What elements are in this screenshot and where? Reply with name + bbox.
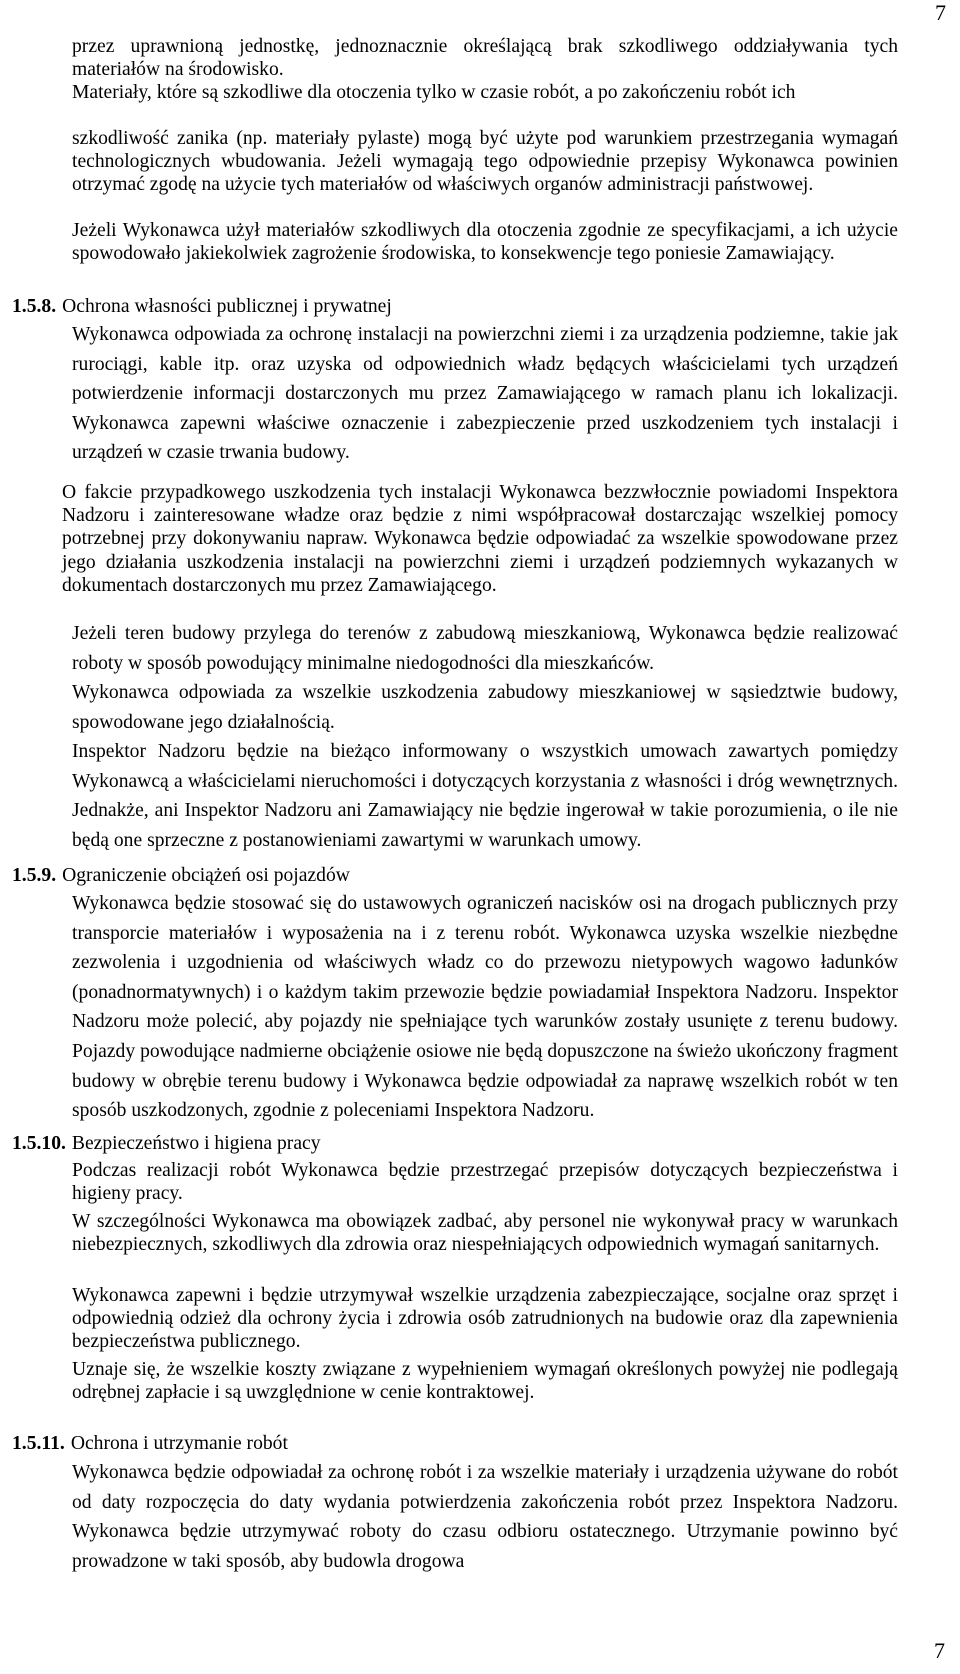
paragraph: Wykonawca odpowiada za ochronę instalacji na powierzchni ziemi i za urządzenia podziemne, takie jak rurociągi, kable itp. oraz uzyska od odpowiednich władz będących właścicielami tych urządzeń potwierdzenie informacji dostarczonych mu przez Zamawiającego w ramach planu ich lokalizacji. Wykonawca zapewni właściwe oznaczenie i zabezpieczenie przed uszkodzeniem tych instalacji i urządzeń w czasie trwania budowy. (72, 324, 898, 464)
section-title: Bezpieczeństwo i higiena pracy (71, 1133, 321, 1154)
intro-paragraph-2a: Materiały, które są szkodliwe dla otoczenia tylko w czasie robót, a po zakończeniu robót ich (72, 82, 796, 103)
intro-paragraph-1: przez uprawnioną jednostkę, jednoznacznie określającą brak szkodliwego oddziaływania tych materiałów na środowisko. (72, 36, 898, 81)
section-heading-1-5-9 (12, 863, 350, 889)
section-number: 1.5.10. (12, 1133, 66, 1154)
paragraph: Uznaje się, że wszelkie koszty związane z wypełnieniem wymagań określonych powyżej nie podlegają odrębnej zapłacie i są uwzględnione w cenie kontraktowej. (72, 1359, 898, 1404)
section-heading-1-5-11 (12, 1431, 288, 1457)
section-title: Ochrona własności publicznej i prywatnej (62, 296, 392, 317)
paragraph: Inspektor Nadzoru będzie na bieżąco informowany o wszystkich umowach zawartych pomiędzy Wykonawcą a właścicielami nieruchomości i dotyczących korzystania z własności i dróg wewnętrznych. Jednakże, ani Inspektor Nadzoru ani Zamawiający nie będzie ingerował w takie porozumienia, o ile nie będą one sprzeczne z postanowieniami zawartymi w warunkach umowy. (72, 741, 898, 851)
section-heading-1-5-10 (12, 1131, 321, 1157)
paragraph: Podczas realizacji robót Wykonawca będzie przestrzegać przepisów dotyczących bezpieczeństwa i higieny pracy. (72, 1160, 898, 1205)
page-number-bottom: 7 (934, 1638, 945, 1663)
section-title: Ochrona i utrzymanie robót (70, 1433, 288, 1454)
paragraph: Wykonawca będzie stosować się do ustawowych ograniczeń nacisków osi na drogach publicznych przy transporcie materiałów i wyposażenia na i z terenu robót. Wykonawca uzyska wszelkie niezbędne zezwolenia i uzgodnienia od właściwych władz co do przewozu nietypowych wagowo ładunków (ponadnormatywnych) i o każdym takim przewozie będzie powiadamiał Inspektora Nadzoru. Inspektor Nadzoru może polecić, aby pojazdy nie spełniające tych warunków zostały usunięte z terenu budowy. Pojazdy powodujące nadmierne obciążenie osiowe nie będą dopuszczone na świeżo ukończony fragment budowy w obrębie terenu budowy i Wykonawca będzie odpowiadał za naprawę wszelkich robót w ten sposób uszkodzonych, zgodnie z poleceniami Inspektora Nadzoru. (72, 893, 898, 1122)
section-title: Ograniczenie obciążeń osi pojazdów (62, 865, 350, 886)
section-heading-1-5-8 (12, 294, 392, 320)
section-number: 1.5.11. (12, 1433, 65, 1454)
section-number: 1.5.8. (12, 296, 57, 317)
paragraph: Wykonawca będzie odpowiadał za ochronę robót i za wszelkie materiały i urządzenia używane do robót od daty rozpoczęcia do daty wydania potwierdzenia zakończenia robót przez Inspektora Nadzoru. Wykonawca będzie utrzymywać roboty do czasu odbioru ostatecznego. Utrzymanie powinno być prowadzone w taki sposób, aby budowla drogowa (72, 1462, 898, 1572)
paragraph: Jeżeli teren budowy przylega do terenów z zabudową mieszkaniową, Wykonawca będzie realizować roboty w sposób powodujący minimalne niedogodności dla mieszkańców. (72, 623, 898, 674)
paragraph: Wykonawca zapewni i będzie utrzymywał wszelkie urządzenia zabezpieczające, socjalne oraz sprzęt i odpowiednią odzież dla ochrony życia i zdrowia osób zatrudnionych na budowie oraz dla zapewnienia bezpieczeństwa publicznego. (72, 1285, 898, 1353)
paragraph: Wykonawca odpowiada za wszelkie uszkodzenia zabudowy mieszkaniowej w sąsiedztwie budowy, spowodowane jego działalnością. (72, 682, 898, 733)
page-number-top: 7 (935, 0, 946, 25)
paragraph: W szczególności Wykonawca ma obowiązek zadbać, aby personel nie wykonywał pracy w warunkach niebezpiecznych, szkodliwych dla zdrowia oraz niespełniających odpowiednich wymagań sanitarnych. (72, 1211, 898, 1256)
intro-paragraph-3: Jeżeli Wykonawca użył materiałów szkodliwych dla otoczenia zgodnie ze specyfikacjami, a ich użycie spowodowało jakiekolwiek zagrożenie środowiska, to konsekwencje tego poniesie Zamawiający. (72, 220, 898, 265)
paragraph: O fakcie przypadkowego uszkodzenia tych instalacji Wykonawca bezzwłocznie powiadomi Inspektora Nadzoru i zainteresowane władze oraz będzie z nimi współpracował dostarczając wszelkiej pomocy potrzebnej przy dokonywaniu napraw. Wykonawca będzie odpowiadać za wszelkie spowodowane przez jego działania uszkodzenia instalacji na powierzchni ziemi i urządzeń podziemnych wykazanych w dokumentach dostarczonych mu przez Zamawiającego. (62, 482, 898, 596)
section-number: 1.5.9. (12, 865, 57, 886)
intro-paragraph-2b: szkodliwość zanika (np. materiały pylaste) mogą być użyte pod warunkiem przestrzegania wymagań technologicznych wbudowania. Jeżeli wymagają tego odpowiednie przepisy Wykonawca powinien otrzymać zgodę na użycie tych materiałów od właściwych organów administracji państwowej. (72, 128, 898, 196)
